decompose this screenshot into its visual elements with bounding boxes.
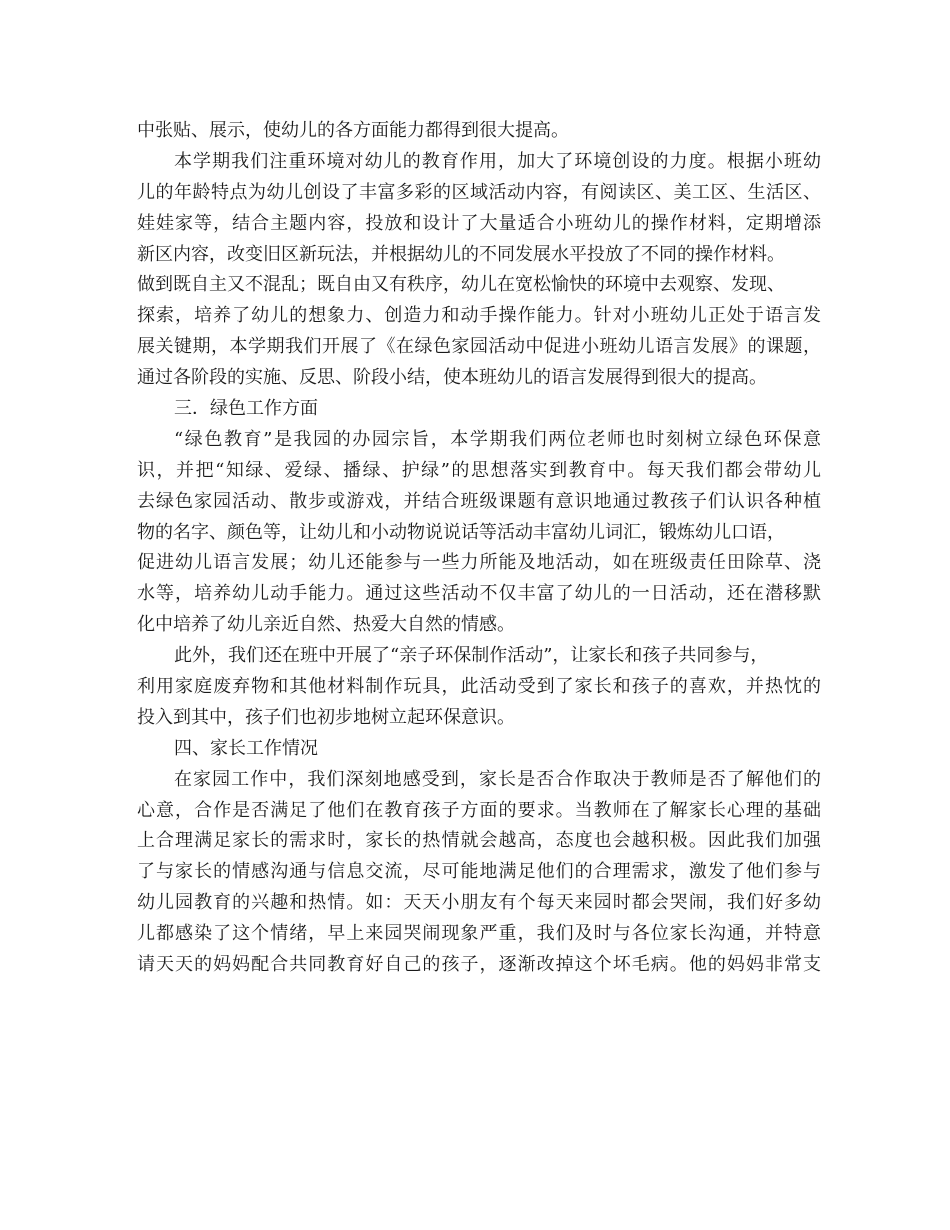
text-line: [137, 672, 821, 703]
text-line: [137, 703, 821, 734]
line-text: 促进幼儿语言发展；幼儿还能参与一些力所能及地活动，如在班级责任田除草、浇: [137, 552, 821, 574]
document-page: [137, 116, 821, 981]
line-text: 上合理满足家长的需求时，家长的热情就会越高，态度也会越积极。因此我们加强: [137, 830, 821, 852]
text-line: [137, 888, 821, 919]
line-text: 利用家庭废弃物和其他材料制作玩具，此活动受到了家长和孩子的喜欢，并热忱的: [137, 676, 821, 698]
line-text: 投入到其中，孩子们也初步地树立起环保意识。: [137, 706, 515, 728]
line-text: 在家园工作中，我们深刻地感受到，家长是否合作取决于教师是否了解他们的: [174, 768, 821, 790]
text-line: [137, 456, 821, 487]
text-line: [137, 518, 821, 549]
line-text: 新区内容，改变旧区新玩法，并根据幼儿的不同发展水平投放了不同的操作材料。: [137, 243, 785, 265]
text-line: [137, 425, 821, 456]
line-text: 心意，合作是否满足了他们在教育孩子方面的要求。当教师在了解家长心理的基础: [137, 799, 821, 821]
line-text: 幼儿园教育的兴趣和热情。如：天天小朋友有个每天来园时都会哭闹，我们好多幼: [137, 892, 821, 914]
line-text: 水等，培养幼儿动手能力。通过这些活动不仅丰富了幼儿的一日活动，还在潜移默: [137, 583, 821, 605]
line-text: 本学期我们注重环境对幼儿的教育作用，加大了环境创设的力度。根据小班幼: [174, 150, 821, 172]
line-text: 了与家长的情感沟通与信息交流，尽可能地满足他们的合理需求，激发了他们参与: [137, 861, 821, 883]
line-text: 探索，培养了幼儿的想象力、创造力和动手操作能力。针对小班幼儿正处于语言发: [137, 305, 821, 327]
text-line: [137, 610, 821, 641]
text-line: [137, 548, 821, 579]
line-text: 娃娃家等，结合主题内容，投放和设计了大量适合小班幼儿的操作材料，定期增添: [137, 212, 821, 234]
text-line: [137, 796, 821, 827]
text-line: [137, 270, 821, 301]
text-line: [137, 147, 821, 178]
line-text: 展关键期，本学期我们开展了《在绿色家园活动中促进小班幼儿语言发展》的课题，: [137, 336, 821, 358]
text-line: [137, 487, 821, 518]
text-line: [137, 826, 821, 857]
text-line: [137, 178, 821, 209]
text-line: [137, 919, 821, 950]
text-line: [137, 394, 821, 425]
text-line: [137, 857, 821, 888]
line-text: 此外，我们还在班中开展了“亲子环保制作活动”，让家长和孩子共同参与，: [174, 645, 769, 667]
text-line: [137, 950, 821, 981]
text-line: [137, 641, 821, 672]
line-text: 识，并把“知绿、爱绿、播绿、护绿”的思想落实到教育中。每天我们都会带幼儿: [137, 459, 821, 481]
line-text: “绿色教育”是我园的办园宗旨，本学期我们两位老师也时刻树立绿色环保意: [174, 428, 821, 450]
text-line: [137, 765, 821, 796]
line-text: 去绿色家园活动、散步或游戏，并结合班级课题有意识地通过教孩子们认识各种植: [137, 490, 821, 512]
line-text: 中张贴、展示，使幼儿的各方面能力都得到很大提高。: [137, 120, 569, 141]
line-text: 儿都感染了这个情绪，早上来园哭闹现象严重，我们及时与各位家长沟通，并特意: [137, 923, 821, 945]
text-line: [137, 734, 821, 765]
line-text: 物的名字、颜色等，让幼儿和小动物说说话等活动丰富幼儿词汇，锻炼幼儿口语，: [137, 521, 785, 543]
text-line: [137, 209, 821, 240]
line-text: 做到既自主又不混乱；既自由又有秩序，幼儿在宽松愉快的环境中去观察、发现、: [137, 274, 785, 296]
text-line: [137, 116, 821, 147]
line-text: 三．绿色工作方面: [174, 398, 318, 420]
text-line: [137, 579, 821, 610]
line-text: 儿的年龄特点为幼儿创设了丰富多彩的区域活动内容，有阅读区、美工区、生活区、: [137, 181, 821, 203]
line-text: 化中培养了幼儿亲近自然、热爱大自然的情感。: [137, 614, 515, 636]
line-text: 四、家长工作情况: [174, 737, 318, 759]
text-line: [137, 301, 821, 332]
text-line: [137, 332, 821, 363]
line-text: 通过各阶段的实施、反思、阶段小结，使本班幼儿的语言发展得到很大的提高。: [137, 367, 767, 389]
text-line: [137, 240, 821, 271]
line-text: 请天天的妈妈配合共同教育好自己的孩子，逐渐改掉这个坏毛病。他的妈妈非常支: [137, 954, 821, 976]
text-line: [137, 363, 821, 394]
